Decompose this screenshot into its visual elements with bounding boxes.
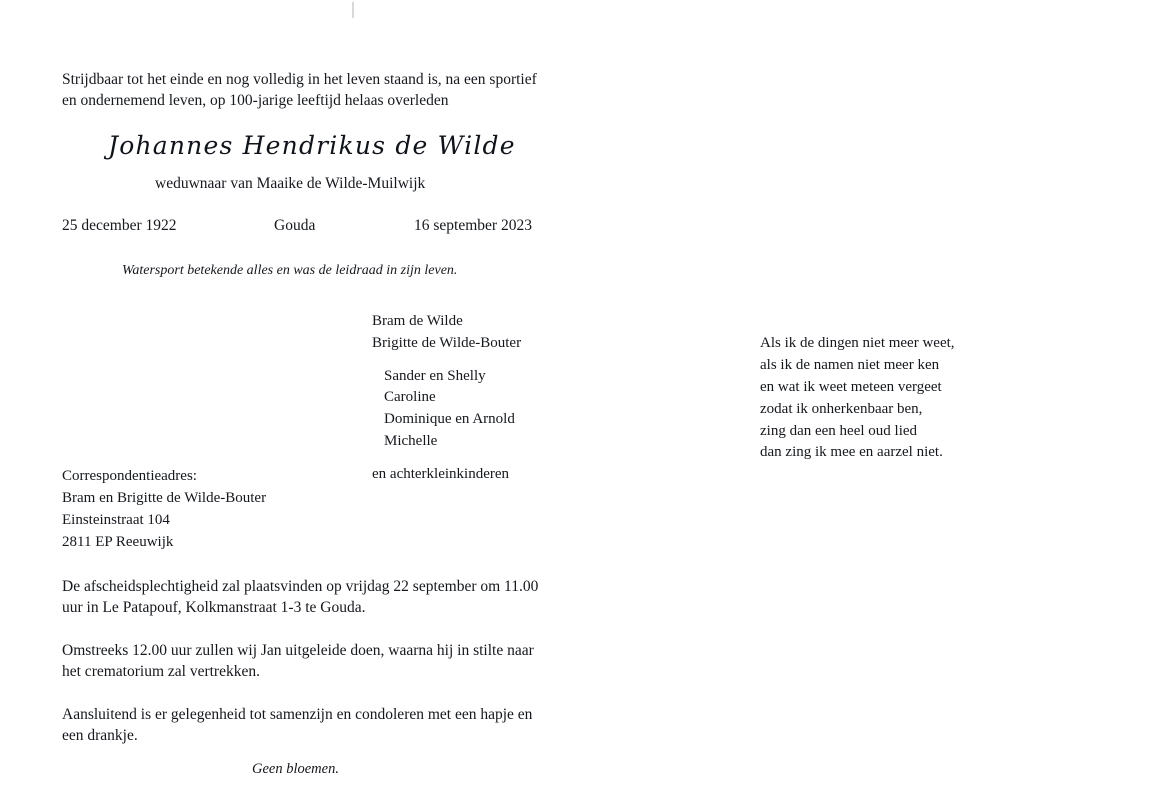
poem-line: dan zing ik mee en aarzel niet. (760, 444, 943, 461)
spacer (372, 453, 572, 464)
birth-date: 25 december 1922 (62, 217, 177, 234)
poem-line: als ik de namen niet meer ken (760, 356, 940, 373)
intro-text: Strijdbaar tot het einde en nog volledig in het leven staand is, na een sportief en ondernemend leven, op 100-jarige leeftijd helaas overleden (62, 71, 537, 109)
poem-line: en wat ik weet meteen vergeet (760, 378, 942, 395)
poem-line: zodat ik onherkenbaar ben, (760, 400, 923, 417)
correspondence-name: Bram en Brigitte de Wilde-Bouter (62, 489, 267, 506)
list-item: Bram de Wilde (372, 313, 463, 329)
poem-text (760, 333, 1010, 464)
list-item: Dominique en Arnold (384, 411, 515, 427)
poem-line: zing dan een heel oud lied (760, 422, 918, 439)
correspondence-city: 2811 EP Reeuwijk (62, 533, 174, 550)
poem-line: Als ik de dingen niet meer weet, (760, 335, 955, 351)
deceased-name: Johannes Hendrikus de Wilde (108, 131, 516, 160)
scan-mark (352, 2, 354, 18)
list-item: Michelle (384, 432, 438, 449)
ceremony-paragraph: Aansluitend is er gelegenheid tot samenzijn en condoleren met een hapje en een drankje. (62, 705, 533, 744)
family-list (372, 311, 572, 485)
motto-text: Watersport betekende alles en was de leidraad in zijn leven. (122, 263, 458, 278)
spouse-line: weduwnaar van Maaike de Wilde-Muilwijk (155, 175, 426, 192)
ceremony-paragraph: De afscheidsplechtigheid zal plaatsvinden op vrijdag 22 september om 11.00 uur in Le Patapouf, Kolkmanstraat 1-3 te Gouda. (62, 578, 539, 617)
list-item: Caroline (384, 389, 436, 406)
ceremony-paragraph: Omstreeks 12.00 uur zullen wij Jan uitgeleide doen, waarna hij in stilte naar het crematorium zal vertrekken. (62, 641, 534, 681)
great-grandchildren-line: en achterkleinkinderen (372, 465, 510, 482)
correspondence-block (62, 466, 392, 554)
list-item: Sander en Shelly (384, 367, 486, 384)
death-date: 16 september 2023 (414, 217, 532, 234)
correspondence-label: Correspondentieadres: (62, 468, 197, 484)
ceremony-details (62, 576, 548, 746)
list-item: Brigitte de Wilde-Bouter (372, 334, 522, 351)
place-name: Gouda (274, 217, 316, 234)
correspondence-street: Einsteinstraat 104 (62, 511, 170, 528)
spacer (372, 355, 572, 366)
no-flowers-note: Geen bloemen. (252, 761, 339, 777)
